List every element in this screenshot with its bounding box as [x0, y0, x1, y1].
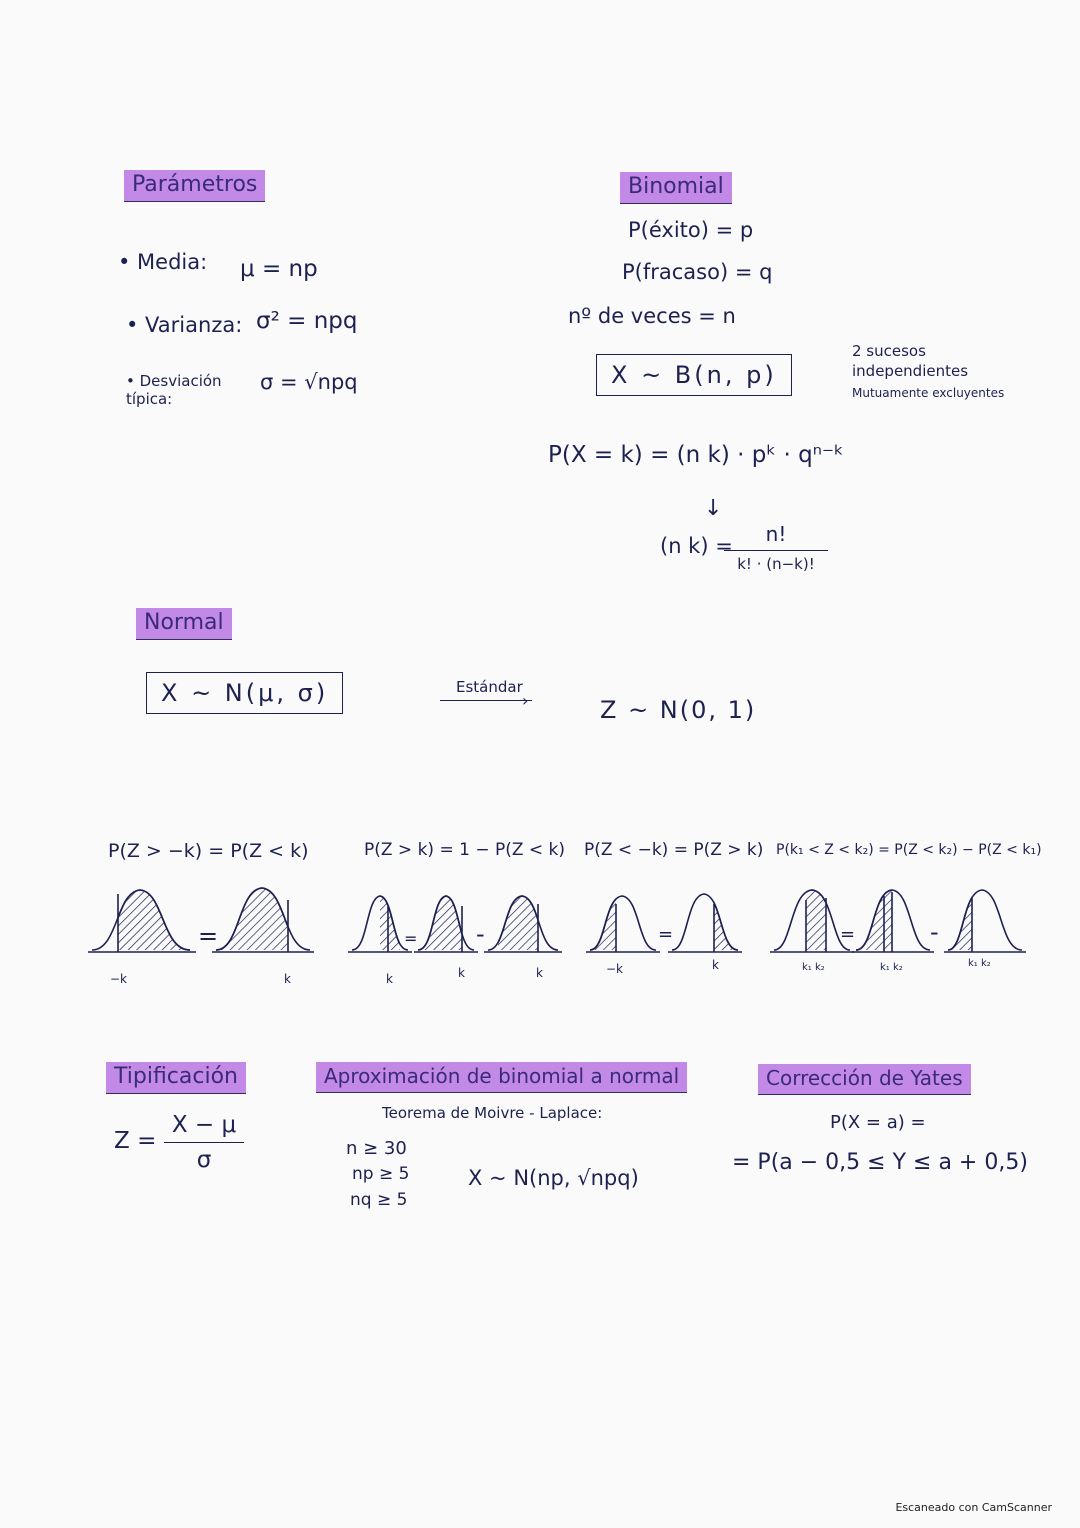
tipificacion-numerator: X − μ: [171, 1112, 237, 1138]
tipificacion-denominator: σ: [196, 1147, 212, 1173]
condition-nq: nq ≥ 5: [350, 1190, 408, 1210]
aproximacion-title: Aproximación de binomial a normal: [316, 1062, 687, 1093]
parametros-title: Parámetros: [124, 170, 265, 202]
bell-curve-3b: [668, 894, 742, 952]
tipificacion-lhs: Z =: [114, 1128, 157, 1154]
camscanner-footer: Escaneado con CamScanner: [895, 1501, 1052, 1514]
varianza-label: • Varianza:: [126, 313, 243, 337]
tick-label-2b: k: [458, 966, 465, 980]
tick-label-4b: k₁ k₂: [880, 962, 903, 973]
bell-curve-4b: [852, 890, 934, 952]
bell-curve-2a: [348, 896, 412, 952]
comb-lhs: (n k) =: [660, 534, 733, 558]
tick-label-2a: k: [386, 972, 393, 986]
equals-sign-4: =: [840, 924, 856, 945]
property-formula-4: P(k₁ < Z < k₂) = P(Z < k₂) − P(Z < k₁): [776, 842, 1042, 858]
desv-formula: σ = √npq: [260, 370, 358, 394]
binomial-title: Binomial: [620, 172, 732, 204]
media-label: • Media:: [118, 250, 208, 274]
yates-line-2: = P(a − 0,5 ≤ Y ≤ a + 0,5): [732, 1150, 1028, 1175]
tick-label-4c: k₁ k₂: [968, 958, 991, 969]
condition-n: n ≥ 30: [346, 1138, 407, 1159]
arrow-right-head-icon: ›: [522, 691, 529, 710]
yates-title: Corrección de Yates: [758, 1064, 971, 1095]
desv-label: • Desviación típica:: [126, 372, 222, 408]
yates-line-1: P(X = a) =: [830, 1112, 926, 1133]
aproximacion-result: X ~ N(np, √npq): [468, 1166, 639, 1190]
arrow-down-icon: ↓: [704, 496, 723, 521]
binomial-pmf: P(X = k) = (n k) · pᵏ · qⁿ⁻ᵏ: [548, 442, 844, 468]
normal-model-box: X ~ N(μ, σ): [146, 672, 343, 714]
bell-curve-1a: [88, 890, 196, 952]
equals-sign-1: =: [198, 922, 219, 950]
condition-np: np ≥ 5: [352, 1164, 410, 1184]
bell-curve-1b: [212, 888, 314, 952]
normal-title: Normal: [136, 608, 232, 640]
minus-sign-4: -: [930, 918, 939, 946]
tick-label-4a: k₁ k₂: [802, 962, 825, 973]
binomial-note-2: independientes: [852, 362, 969, 380]
tick-label-3a: −k: [606, 962, 624, 976]
binomial-exito: P(éxito) = p: [628, 218, 754, 242]
bell-curve-2c: [484, 896, 562, 952]
binomial-note-1: 2 sucesos: [852, 342, 926, 360]
property-formula-2: P(Z > k) = 1 − P(Z < k): [364, 840, 566, 860]
media-formula: μ = np: [240, 256, 318, 282]
binomial-model-box: X ~ B(n, p): [596, 354, 792, 396]
varianza-formula: σ² = npq: [256, 308, 358, 334]
binomial-veces: nº de veces = n: [568, 304, 736, 328]
tick-label-1b: k: [284, 972, 291, 986]
equals-sign-2: =: [404, 929, 418, 948]
binomial-fracaso: P(fracaso) = q: [622, 260, 773, 284]
tipificacion-fraction-bar: [164, 1142, 244, 1143]
tick-label-3b: k: [712, 958, 719, 972]
property-formula-3: P(Z < −k) = P(Z > k): [584, 840, 764, 860]
std-model: Z ~ N(0, 1): [600, 696, 757, 724]
tipificacion-fraction: [164, 1112, 244, 1173]
property-formula-1: P(Z > −k) = P(Z < k): [108, 840, 309, 862]
comb-numerator: n!: [765, 522, 787, 546]
estandar-label: Estándar: [456, 678, 523, 696]
tick-label-2c: k: [536, 966, 543, 980]
tick-label-1a: −k: [110, 972, 128, 986]
equals-sign-3: =: [658, 924, 674, 945]
binomial-note-3: Mutuamente excluyentes: [852, 386, 1005, 400]
moivre-laplace-theorem: Teorema de Moivre - Laplace:: [382, 1104, 603, 1122]
bell-curve-3a: [586, 896, 660, 952]
tipificacion-title: Tipificación: [106, 1062, 246, 1094]
bell-curve-2b: [414, 896, 478, 952]
comb-denominator: k! · (n−k)!: [737, 555, 815, 573]
minus-sign-2: -: [476, 920, 485, 948]
bell-curve-4c: [944, 890, 1026, 952]
